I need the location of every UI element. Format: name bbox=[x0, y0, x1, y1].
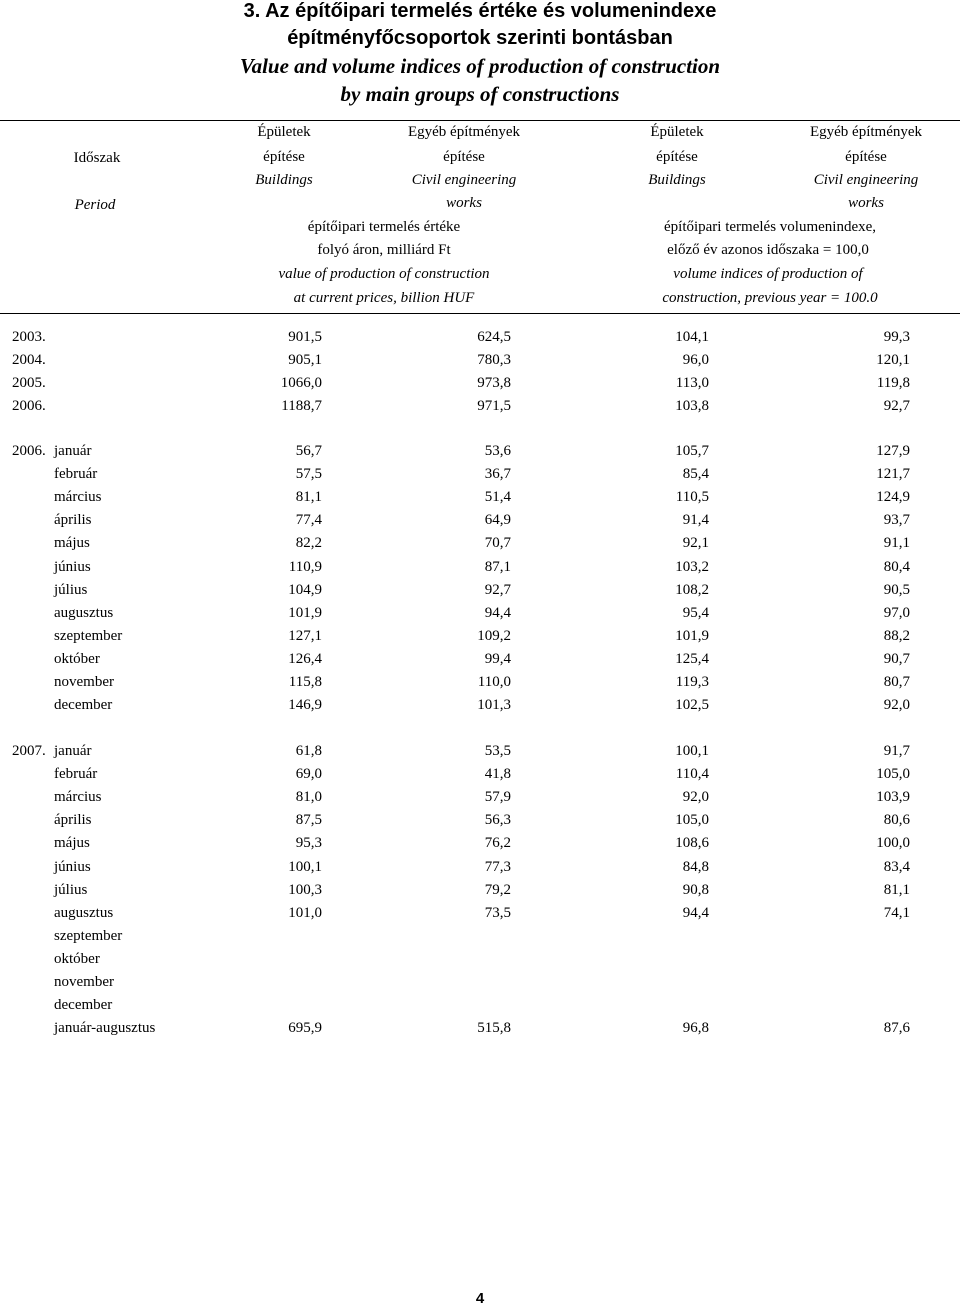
value-cell: 53,5 bbox=[484, 743, 511, 759]
value-cell: 80,6 bbox=[883, 812, 910, 829]
period-month: június bbox=[54, 558, 91, 575]
period-month: február bbox=[54, 466, 98, 483]
period-month: augusztus bbox=[54, 904, 114, 921]
value-cell: 64,9 bbox=[484, 512, 511, 529]
value-cell: 105,0 bbox=[675, 812, 709, 829]
value-cell: 146,9 bbox=[288, 697, 322, 714]
value-cell: 105,7 bbox=[675, 443, 709, 459]
value-cell: 905,1 bbox=[288, 352, 322, 369]
value-cell: 41,8 bbox=[484, 766, 511, 783]
value-cell: 92,7 bbox=[484, 581, 511, 598]
value-cell: 81,1 bbox=[295, 489, 322, 506]
value-cell: 100,1 bbox=[675, 743, 709, 759]
value-cell: 120,1 bbox=[876, 352, 910, 369]
value-cell: 69,0 bbox=[295, 766, 322, 783]
value-cell: 101,0 bbox=[288, 904, 322, 921]
period-year: 2006. bbox=[12, 443, 46, 459]
col2-label-2: építése bbox=[443, 149, 485, 165]
value-cell: 90,8 bbox=[682, 881, 709, 898]
index-group-label-en-1: volume indices of production of bbox=[673, 266, 863, 282]
title-line-1: 3. Az építőipari termelés értéke és volumenindexe bbox=[243, 0, 717, 22]
col4-label-1: Egyéb építmények bbox=[809, 124, 923, 140]
value-cell: 88,2 bbox=[883, 627, 910, 644]
index-group-label-hu-2: előző év azonos időszaka = 100,0 bbox=[667, 242, 869, 258]
col2-label-3: Civil engineering bbox=[411, 172, 517, 188]
value-cell: 80,4 bbox=[883, 558, 910, 575]
value-cell: 82,2 bbox=[295, 535, 322, 552]
value-cell: 125,4 bbox=[675, 650, 709, 667]
value-cell: 103,2 bbox=[675, 558, 709, 575]
value-cell: 119,3 bbox=[675, 674, 709, 690]
index-group-label-hu-1: építőipari termelés volumenindexe, bbox=[663, 219, 877, 235]
value-cell: 79,2 bbox=[484, 881, 511, 898]
value-cell: 77,3 bbox=[484, 858, 511, 875]
value-cell: 780,3 bbox=[477, 352, 511, 369]
value-cell: 81,1 bbox=[883, 881, 910, 898]
period-month: május bbox=[54, 535, 90, 552]
value-cell: 104,1 bbox=[675, 329, 709, 345]
period-month: február bbox=[54, 766, 98, 783]
value-cell: 96,8 bbox=[682, 1020, 709, 1037]
value-cell: 101,9 bbox=[288, 604, 322, 621]
value-cell: 126,4 bbox=[288, 650, 322, 667]
value-cell: 57,5 bbox=[295, 466, 322, 483]
header-top-rule bbox=[0, 120, 960, 121]
col2-label-1: Egyéb építmények bbox=[407, 124, 521, 140]
value-cell: 127,9 bbox=[876, 443, 910, 459]
value-cell: 36,7 bbox=[484, 466, 511, 483]
col1-label-2: építése bbox=[263, 149, 305, 165]
period-year: 2007. bbox=[12, 743, 46, 759]
value-cell: 105,0 bbox=[876, 766, 910, 783]
value-cell: 76,2 bbox=[484, 835, 511, 852]
period-month: március bbox=[54, 489, 102, 506]
value-cell: 56,3 bbox=[484, 812, 511, 829]
value-cell: 121,7 bbox=[876, 466, 910, 483]
period-month: január-augusztus bbox=[54, 1020, 156, 1037]
col1-label-3: Buildings bbox=[255, 172, 313, 188]
value-cell: 51,4 bbox=[484, 489, 511, 506]
value-group-label-en-1: value of production of construction bbox=[278, 266, 490, 282]
value-cell: 91,4 bbox=[682, 512, 709, 529]
value-cell: 53,6 bbox=[484, 443, 511, 459]
value-cell: 110,9 bbox=[288, 558, 322, 575]
value-cell: 90,7 bbox=[883, 650, 910, 667]
period-month: április bbox=[54, 812, 92, 829]
value-cell: 515,8 bbox=[477, 1020, 511, 1037]
value-cell: 101,9 bbox=[675, 627, 709, 644]
col2-label-4: works bbox=[446, 195, 482, 211]
value-cell: 109,2 bbox=[477, 627, 511, 644]
value-cell: 73,5 bbox=[484, 904, 511, 921]
value-cell: 93,7 bbox=[883, 512, 910, 529]
value-cell: 110,0 bbox=[477, 674, 511, 690]
value-cell: 61,8 bbox=[295, 743, 322, 759]
value-cell: 99,4 bbox=[484, 650, 511, 667]
period-month: augusztus bbox=[54, 604, 114, 621]
value-cell: 92,1 bbox=[682, 535, 709, 552]
value-cell: 100,1 bbox=[288, 858, 322, 875]
value-group-label-en-2: at current prices, billion HUF bbox=[293, 290, 475, 306]
period-month: december bbox=[54, 997, 113, 1014]
value-group-label-hu-2: folyó áron, milliárd Ft bbox=[317, 242, 451, 258]
value-cell: 92,0 bbox=[682, 789, 709, 806]
value-cell: 83,4 bbox=[883, 858, 910, 875]
value-cell: 110,5 bbox=[675, 489, 709, 506]
value-cell: 81,0 bbox=[295, 789, 322, 806]
value-cell: 99,3 bbox=[883, 329, 910, 345]
value-cell: 101,3 bbox=[477, 697, 511, 714]
col3-label-1: Épületek bbox=[650, 124, 704, 140]
period-month: december bbox=[54, 697, 113, 714]
period-year: 2004. bbox=[12, 352, 46, 369]
value-cell: 103,8 bbox=[675, 398, 709, 415]
value-cell: 85,4 bbox=[682, 466, 709, 483]
value-cell: 1188,7 bbox=[281, 398, 322, 415]
period-month: november bbox=[54, 974, 114, 990]
col1-label-1: Épületek bbox=[257, 124, 311, 140]
period-month: október bbox=[54, 950, 100, 967]
page-number: 4 bbox=[475, 1290, 485, 1307]
period-month: szeptember bbox=[54, 627, 123, 644]
col4-label-2: építése bbox=[845, 149, 887, 165]
value-cell: 94,4 bbox=[484, 604, 511, 621]
value-cell: 95,4 bbox=[682, 604, 709, 621]
period-month: november bbox=[54, 674, 114, 690]
value-cell: 91,7 bbox=[883, 743, 910, 759]
col3-label-3: Buildings bbox=[648, 172, 706, 188]
period-month: október bbox=[54, 650, 100, 667]
index-group-label-en-2: construction, previous year = 100.0 bbox=[662, 290, 878, 306]
value-cell: 624,5 bbox=[477, 329, 511, 345]
col4-label-3: Civil engineering bbox=[813, 172, 919, 188]
value-cell: 102,5 bbox=[675, 697, 709, 714]
value-cell: 695,9 bbox=[288, 1020, 322, 1037]
value-cell: 94,4 bbox=[682, 904, 709, 921]
col4-label-4: works bbox=[848, 195, 884, 211]
value-cell: 56,7 bbox=[295, 443, 322, 459]
period-month: március bbox=[54, 789, 102, 806]
value-cell: 87,5 bbox=[295, 812, 322, 829]
value-cell: 92,0 bbox=[883, 697, 910, 714]
period-month: július bbox=[54, 581, 88, 598]
value-cell: 124,9 bbox=[876, 489, 910, 506]
value-cell: 108,6 bbox=[675, 835, 709, 852]
value-cell: 91,1 bbox=[883, 535, 910, 552]
value-cell: 96,0 bbox=[682, 352, 709, 369]
title-line-2: építményfőcsoportok szerinti bontásban bbox=[287, 27, 673, 49]
value-cell: 87,6 bbox=[883, 1020, 910, 1037]
period-year: 2003. bbox=[12, 329, 46, 345]
value-cell: 77,4 bbox=[295, 512, 322, 529]
value-cell: 84,8 bbox=[682, 858, 709, 875]
value-cell: 70,7 bbox=[484, 535, 511, 552]
value-cell: 115,8 bbox=[288, 674, 322, 690]
period-month: június bbox=[54, 858, 91, 875]
value-cell: 110,4 bbox=[675, 766, 709, 783]
value-cell: 87,1 bbox=[484, 558, 511, 575]
value-cell: 74,1 bbox=[883, 904, 910, 921]
period-month: január bbox=[54, 443, 92, 459]
value-cell: 95,3 bbox=[295, 835, 322, 852]
value-cell: 104,9 bbox=[288, 581, 322, 598]
value-cell: 127,1 bbox=[288, 627, 322, 644]
value-cell: 1066,0 bbox=[280, 375, 322, 392]
value-cell: 973,8 bbox=[477, 375, 511, 392]
value-cell: 90,5 bbox=[883, 581, 910, 598]
period-label-en: Period bbox=[74, 197, 116, 213]
period-month: május bbox=[54, 835, 90, 852]
period-month: július bbox=[54, 881, 88, 898]
header-bottom-rule bbox=[0, 313, 960, 314]
period-year: 2005. bbox=[12, 375, 46, 392]
value-cell: 80,7 bbox=[883, 674, 910, 690]
period-year: 2006. bbox=[12, 398, 46, 415]
period-month: szeptember bbox=[54, 927, 123, 944]
value-cell: 113,0 bbox=[675, 375, 709, 392]
period-month: január bbox=[54, 743, 92, 759]
value-cell: 108,2 bbox=[675, 581, 709, 598]
value-cell: 92,7 bbox=[883, 398, 910, 415]
title-line-4: by main groups of constructions bbox=[340, 82, 620, 106]
period-label-hu: Időszak bbox=[73, 150, 121, 166]
value-cell: 100,3 bbox=[288, 881, 322, 898]
value-cell: 103,9 bbox=[876, 789, 910, 806]
value-cell: 119,8 bbox=[876, 375, 910, 392]
value-cell: 57,9 bbox=[484, 789, 511, 806]
value-cell: 971,5 bbox=[477, 398, 511, 415]
value-cell: 901,5 bbox=[288, 329, 322, 345]
period-month: április bbox=[54, 512, 92, 529]
col3-label-2: építése bbox=[656, 149, 698, 165]
value-cell: 97,0 bbox=[883, 604, 910, 621]
value-cell: 100,0 bbox=[876, 835, 910, 852]
title-line-3: Value and volume indices of production of construction bbox=[239, 54, 721, 78]
value-group-label-hu-1: építőipari termelés értéke bbox=[307, 219, 461, 235]
